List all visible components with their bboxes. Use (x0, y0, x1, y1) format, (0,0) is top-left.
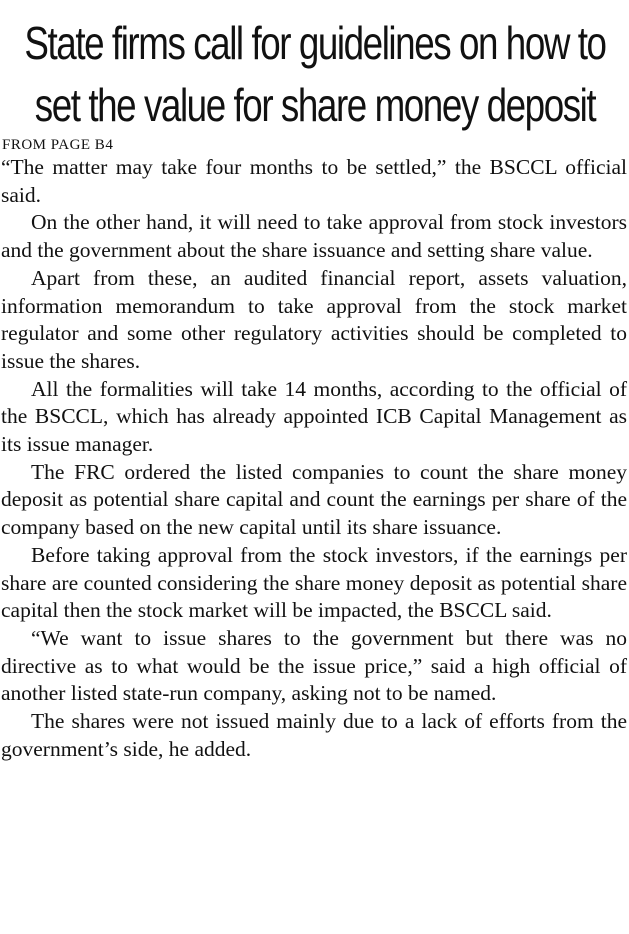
article-paragraph: All the formalities will take 14 months, according to the official of the BSCCL, which has already appointed ICB Capital Management as its issue manager. (1, 376, 627, 457)
article-dateline: FROM PAGE B4 (2, 137, 114, 153)
article-paragraph: “We want to issue shares to the government but there was no directive as to what would be the issue price,” said a high official of another listed state-run company, asking not to be named. (1, 625, 627, 706)
article-headline: State firms call for guidelines on how to set the value for share money deposit (24, 17, 606, 131)
article-paragraph: Apart from these, an audited financial report, assets valuation, information memorandum to take approval from the stock market regulator and some other regulatory activities should be completed to issue the shares. (1, 265, 627, 373)
article-paragraph: The FRC ordered the listed companies to count the share money deposit as potential share capital and count the earnings per share of the company based on the new capital until its share issuance. (1, 459, 627, 540)
article-paragraph: The shares were not issued mainly due to a lack of efforts from the government’s side, he added. (1, 709, 627, 761)
article-paragraph: Before taking approval from the stock investors, if the earnings per share are counted considering the share money deposit as potential share capital then the stock market will be impacted, the BSCCL said. (1, 542, 627, 623)
article-paragraph: “The matter may take four months to be settled,” the BSCCL official said. (1, 155, 627, 207)
article-paragraph: On the other hand, it will need to take approval from stock investors and the government about the share issuance and setting share value. (1, 210, 627, 263)
article-body (0, 154, 629, 763)
